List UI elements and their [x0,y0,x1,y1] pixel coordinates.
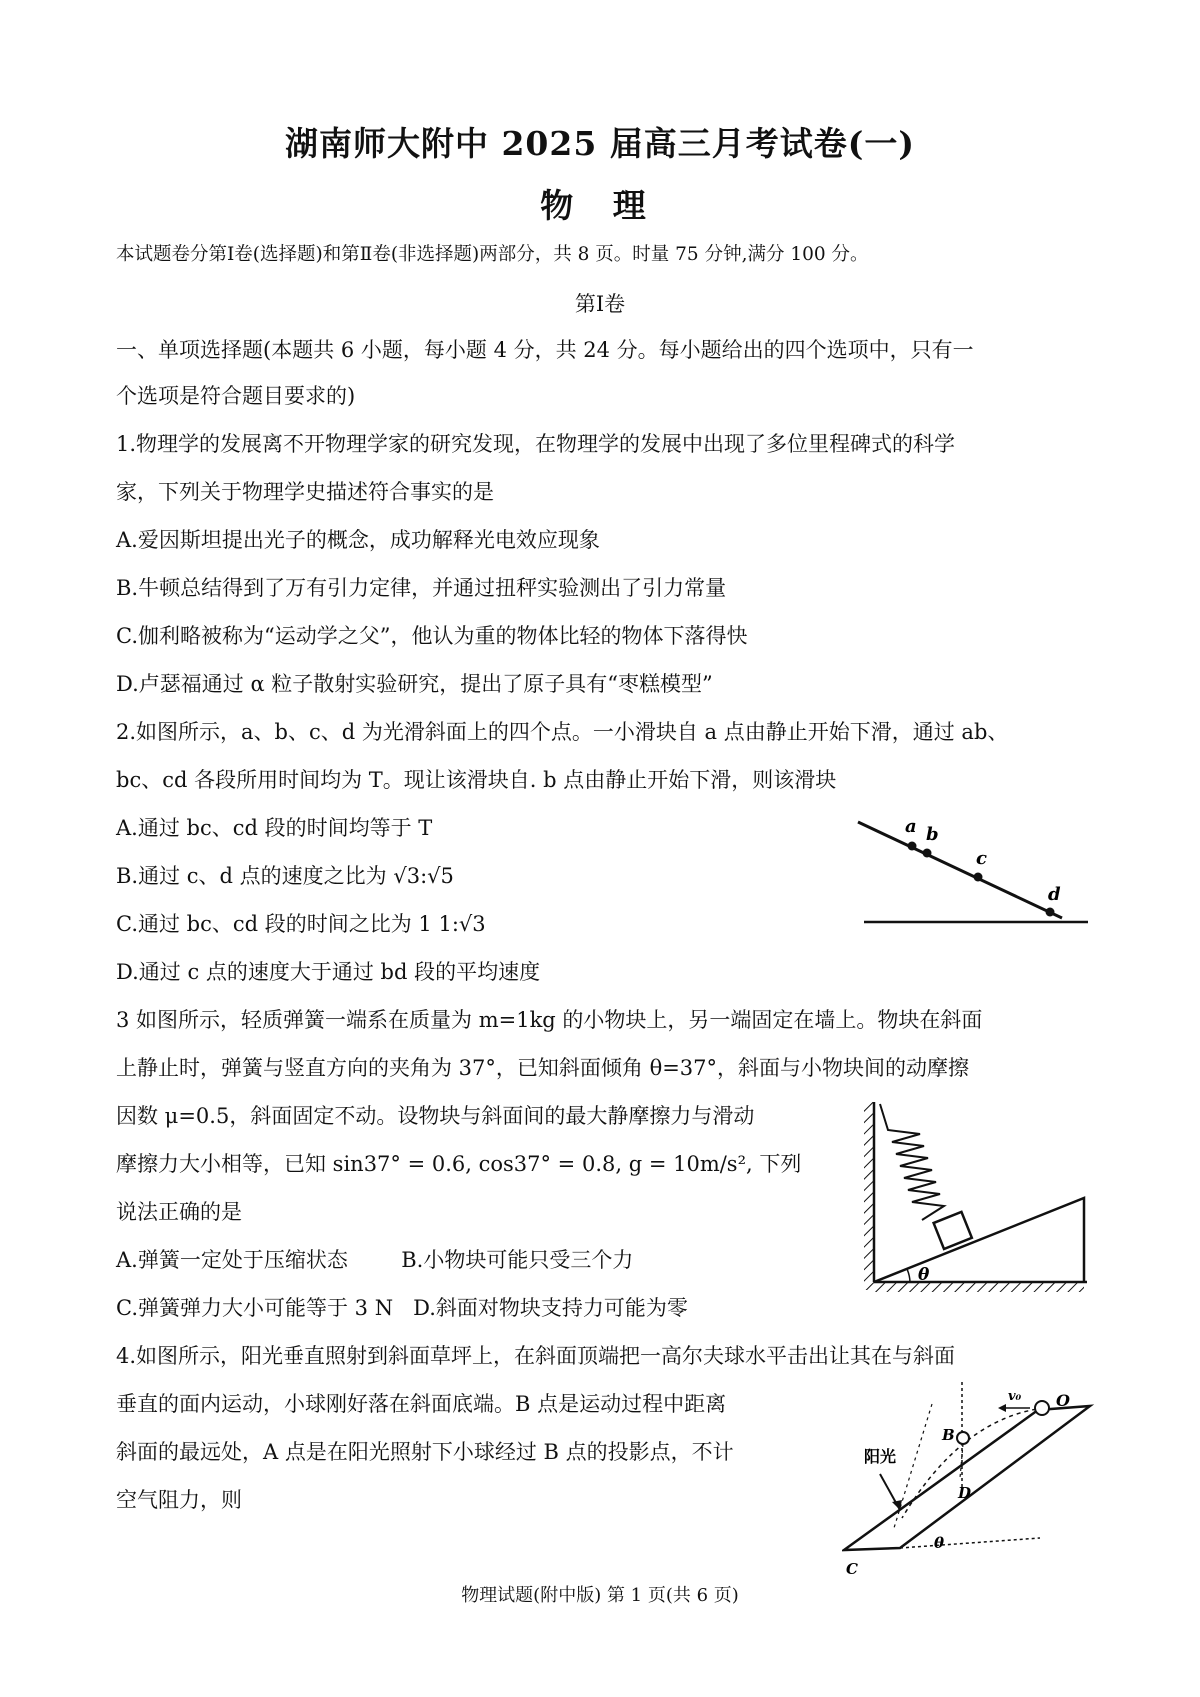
q4-stem-line1: 4.如图所示，阳光垂直照射到斜面草坪上，在斜面顶端把一高尔夫球水平击出让其在与斜面 [116,1344,956,1368]
q4-c-label: C [846,1560,858,1578]
q2-point-c [974,873,983,882]
q4-stem-line3: 斜面的最远处，A 点是在阳光照射下小球经过 B 点的投影点，不计 [116,1440,734,1464]
q4-stem-line4: 空气阻力，则 [116,1488,242,1512]
q1-option-b: B.牛顿总结得到了万有引力定律，并通过扭秤实验测出了引力常量 [116,576,727,600]
q3-stem-line5: 说法正确的是 [116,1200,242,1224]
q4-horizontal-dotted [900,1538,1040,1548]
q4-d-label: D [958,1484,972,1502]
q2-incline-figure [850,800,1100,935]
q3-ground-hatch [874,1282,1084,1292]
exam-title: 湖南师大附中 2025 届高三月考试卷(一) [284,124,916,163]
q3-stem-line4: 摩擦力大小相等，已知 sin37° = 0.6, cos37° = 0.8, g = 10m/s², 下列 [116,1152,802,1176]
q4-stem-line2: 垂直的面内运动，小球刚好落在斜面底端。B 点是运动过程中距离 [116,1392,727,1416]
q2-stem-line2: bc、cd 各段所用时间均为 T。现让该滑块自. b 点由静止开始下滑，则该滑块 [116,768,837,792]
q1-stem-line2: 家，下列关于物理学史描述符合事实的是 [116,480,494,504]
q4-ball-b [957,1432,969,1444]
q4-theta-label: θ [934,1534,945,1552]
subject-title: 物 理 [540,186,660,225]
q3-angle-arc [907,1269,910,1282]
q4-v0-label: v₀ [1008,1389,1022,1404]
q4-ball-o [1035,1401,1049,1415]
q4-golf-figure [842,1378,1104,1590]
section-heading-line2: 个选项是符合题目要求的) [116,384,356,408]
q3-options-cd: C.弹簧弹力大小可能等于 3 N D.斜面对物块支持力可能为零 [116,1296,688,1320]
q2-point-d [1046,908,1055,917]
q3-incline [874,1198,1084,1282]
q2-label-a: a [905,816,917,837]
q1-option-a: A.爱因斯坦提出光子的概念，成功解释光电效应现象 [116,528,600,552]
q2-option-a: A.通过 bc、cd 段的时间均等于 T [116,816,433,840]
q4-velocity-arrow-head [998,1404,1006,1412]
q2-label-c: c [976,848,987,869]
q3-stem-line3: 因数 μ=0.5，斜面固定不动。设物块与斜面间的最大静摩擦力与滑动 [116,1104,755,1128]
q2-label-b: b [926,824,939,845]
q2-point-b [923,849,932,858]
q3-spring [880,1104,944,1220]
q3-stem-line1: 3 如图所示，轻质弹簧一端系在质量为 m=1kg 的小物块上，另一端固定在墙上。物块在斜面 [116,1008,983,1032]
q1-stem-line1: 1.物理学的发展离不开物理学家的研究发现，在物理学的发展中出现了多位里程碑式的科学 [116,432,956,456]
q3-spring-figure [862,1090,1090,1295]
q1-option-d: D.卢瑟福通过 α 粒子散射实验研究，提出了原子具有“枣糕模型” [116,672,713,696]
volume-heading: 第Ⅰ卷 [574,292,626,316]
q3-stem-line2: 上静止时，弹簧与竖直方向的夹角为 37°，已知斜面倾角 θ=37°，斜面与小物块间的动摩擦 [116,1056,970,1080]
section-heading-line1: 一、单项选择题(本题共 6 小题，每小题 4 分，共 24 分。每小题给出的四个选项中，只有一 [116,338,974,362]
q4-b-label: B [942,1426,955,1444]
q2-stem-line1: 2.如图所示，a、b、c、d 为光滑斜面上的四个点。一小滑块自 a 点由静止开始下滑，通过 ab、 [116,720,1009,744]
q3-options-ab: A.弹簧一定处于压缩状态 B.小物块可能只受三个力 [116,1248,634,1272]
q1-option-c: C.伽利略被称为“运动学之父”，他认为重的物体比轻的物体下落得快 [116,624,748,648]
q3-wall-hatch [864,1102,874,1290]
page-footer: 物理试题(附中版) 第 1 页(共 6 页) [461,1585,739,1606]
q3-theta-label: θ [918,1265,930,1285]
q2-incline-line [858,822,1062,918]
q2-point-a [908,842,917,851]
q2-option-d: D.通过 c 点的速度大于通过 bd 段的平均速度 [116,960,541,984]
q3-block [934,1212,972,1249]
q4-slope-plane [844,1406,1090,1550]
q4-trajectory [902,1408,1044,1518]
q2-label-d: d [1048,884,1061,905]
q2-option-c: C.通过 bc、cd 段的时间之比为 1 1:√3 [116,912,486,936]
q4-sunlight-label: 阳光 [864,1447,897,1466]
exam-intro: 本试题卷分第Ⅰ卷(选择题)和第Ⅱ卷(非选择题)两部分，共 8 页。时量 75 分钟,满分 100 分。 [116,244,869,265]
q4-o-label: O [1056,1391,1070,1410]
q2-option-b: B.通过 c、d 点的速度之比为 √3:√5 [116,864,454,888]
